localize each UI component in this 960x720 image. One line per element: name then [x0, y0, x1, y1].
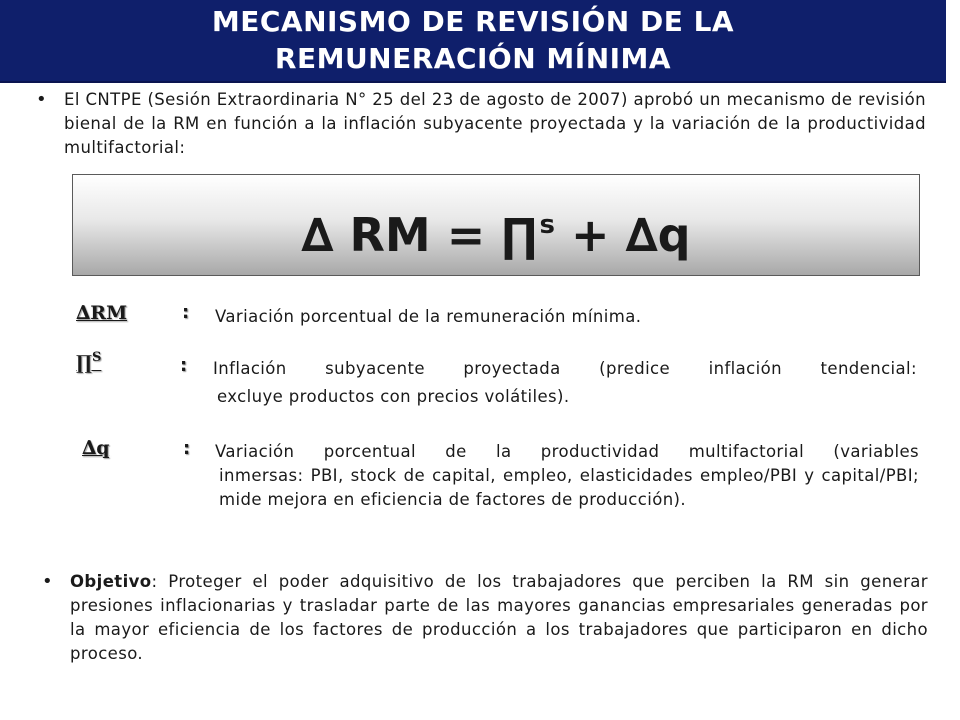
formula-pi-superscript: s: [539, 210, 555, 240]
definition-text-delta-rm: [215, 305, 927, 329]
pi-superscript: S: [92, 350, 102, 365]
definition-colon: :: [183, 438, 191, 459]
objective-label: Objetivo: [70, 572, 152, 591]
formula-delta-symbol: ∆: [301, 208, 334, 262]
bullet-icon: •: [36, 89, 48, 110]
bullet-icon: •: [42, 571, 54, 592]
objective-paragraph: [42, 570, 928, 666]
definition-colon: :: [182, 302, 190, 323]
slide-title: [0, 0, 946, 83]
definition-symbol-pi-s: [76, 350, 101, 374]
definition-text-line: Variación porcentual de la remuneración mínima.: [215, 307, 642, 326]
formula-rm: RM: [349, 208, 431, 262]
title-line-1: MECANISMO DE REVISIÓN DE LA: [211, 5, 735, 38]
pi-symbol: ∏: [76, 352, 92, 374]
definition-text-delta-q: [215, 440, 919, 512]
objective-text: : Proteger el poder adquisitivo de los trabajadores que perciben la RM sin generar presiones inflacionarias y trasladar parte de las mayores ganancias empresariales generadas por la mayor eficiencia de los factores de producción a los trabajadores que participaron en dicho proceso.: [70, 572, 928, 663]
definition-symbol-delta-rm: ∆RM: [76, 302, 128, 324]
intro-paragraph: [36, 88, 926, 160]
formula-plus: +: [571, 208, 610, 262]
definition-text-pi-s: [213, 357, 917, 409]
formula-pi-symbol: ∏: [501, 208, 538, 262]
definition-text-continuation: excluye productos con precios volátiles).: [217, 387, 570, 406]
definition-colon: :: [180, 355, 188, 376]
formula-q: q: [657, 208, 691, 262]
formula-delta-q-symbol: ∆: [625, 208, 658, 262]
definition-text-line: Variación porcentual de la productividad multifactorial (variables: [215, 442, 919, 461]
intro-text: El CNTPE (Sesión Extraordinaria N° 25 del 23 de agosto de 2007) aprobó un mecanismo de revisión bienal de la RM en función a la inflación subyacente proyectada y la variación de la productividad multifactorial:: [64, 90, 926, 157]
formula-box: [72, 174, 920, 276]
title-line-2: REMUNERACIÓN MÍNIMA: [274, 42, 672, 75]
definition-text-continuation: inmersas: PBI, stock de capital, empleo, elasticidades empleo/PBI y capital/PBI; mide mejora en eficiencia de factores de producción).: [219, 466, 919, 509]
definition-symbol-delta-q: ∆q: [82, 437, 110, 459]
formula-equals: =: [446, 208, 486, 262]
definition-text-line: Inflación subyacente proyectada (predice inflación tendencial:: [213, 359, 917, 378]
